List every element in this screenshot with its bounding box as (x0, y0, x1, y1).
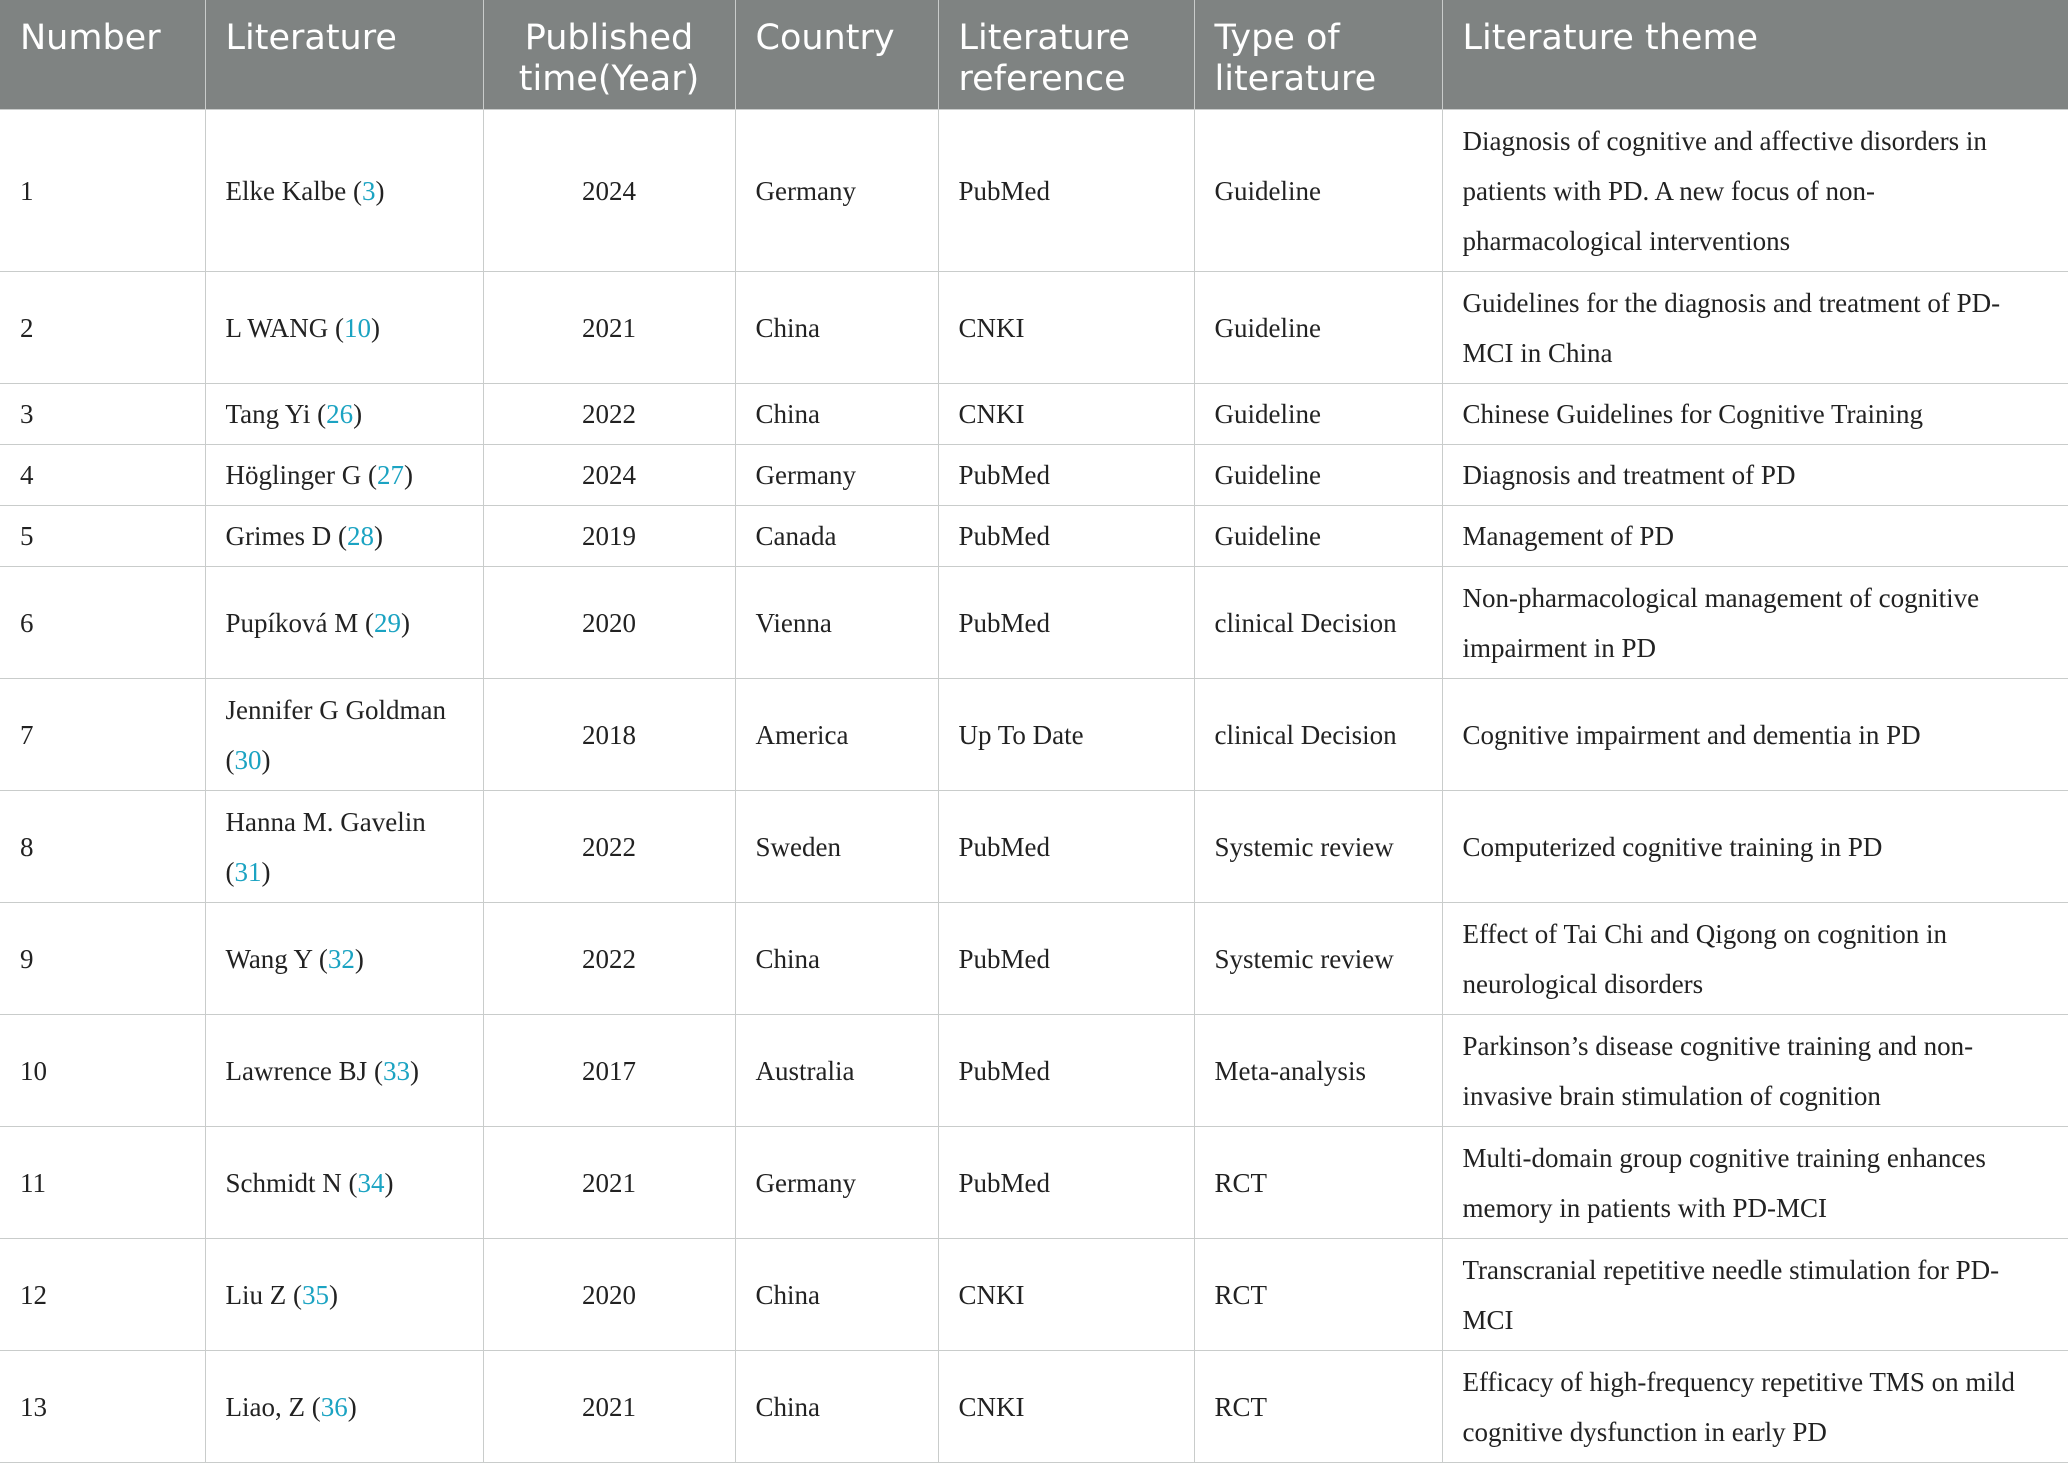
citation-link[interactable]: 30 (234, 744, 262, 775)
citation-link[interactable]: 31 (234, 856, 262, 887)
cell-number: 4 (0, 445, 205, 506)
citation-link[interactable]: 34 (357, 1167, 385, 1198)
header-reference-line1: Literature (958, 18, 1130, 58)
table-row (0, 110, 2068, 272)
cell-country: China (735, 384, 938, 445)
cell-theme: Parkinson’s disease cognitive training and non-invasive brain stimulation of cognition (1442, 1015, 2068, 1127)
cell-literature: Liao, Z (36) (205, 1351, 483, 1463)
header-published-line2: time(Year) (518, 59, 700, 99)
cell-reference: PubMed (938, 506, 1194, 567)
cell-year: 2017 (483, 1015, 735, 1127)
cell-number: 12 (0, 1239, 205, 1351)
author-name: Hanna M. Gavelin (225, 806, 426, 837)
cell-literature: Tang Yi (26) (205, 384, 483, 445)
cell-country: Germany (735, 445, 938, 506)
cell-theme: Cognitive impairment and dementia in PD (1442, 679, 2068, 791)
cell-number: 5 (0, 506, 205, 567)
cell-reference: PubMed (938, 445, 1194, 506)
cell-type: Systemic review (1194, 903, 1442, 1015)
table-row (0, 1015, 2068, 1127)
cell-year: 2021 (483, 272, 735, 384)
cell-reference: CNKI (938, 1239, 1194, 1351)
author-name: Jennifer G Goldman (225, 694, 446, 725)
citation-link[interactable]: 3 (361, 175, 376, 206)
header-literature-theme: Literature theme (1442, 0, 2068, 110)
cell-type: clinical Decision (1194, 567, 1442, 679)
table-header (0, 0, 2068, 110)
citation-link[interactable]: 29 (374, 607, 402, 638)
header-number: Number (0, 0, 205, 110)
cell-theme: Multi-domain group cognitive training enhances memory in patients with PD-MCI (1442, 1127, 2068, 1239)
cell-reference: CNKI (938, 1351, 1194, 1463)
cell-type: RCT (1194, 1127, 1442, 1239)
cell-theme: Efficacy of high-frequency repetitive TMS on mild cognitive dysfunction in early PD (1442, 1351, 2068, 1463)
table-row (0, 445, 2068, 506)
author-name: Lawrence BJ (225, 1055, 368, 1086)
cell-year: 2019 (483, 506, 735, 567)
cell-reference: PubMed (938, 567, 1194, 679)
table-row (0, 791, 2068, 903)
cell-year: 2022 (483, 791, 735, 903)
cell-reference: Up To Date (938, 679, 1194, 791)
cell-literature: Schmidt N (34) (205, 1127, 483, 1239)
citation-link[interactable]: 32 (327, 943, 355, 974)
cell-number: 1 (0, 110, 205, 272)
cell-type: Guideline (1194, 110, 1442, 272)
cell-type: Meta-analysis (1194, 1015, 1442, 1127)
cell-theme: Chinese Guidelines for Cognitive Training (1442, 384, 2068, 445)
author-name: L WANG (225, 312, 329, 343)
cell-type: RCT (1194, 1351, 1442, 1463)
header-published-line1: Published (524, 18, 694, 58)
cell-theme: Computerized cognitive training in PD (1442, 791, 2068, 903)
author-name: Pupíková M (225, 607, 359, 638)
citation-link[interactable]: 33 (382, 1055, 410, 1086)
cell-theme: Diagnosis of cognitive and affective disorders in patients with PD. A new focus of non-pharmacological interventions (1442, 110, 2068, 272)
cell-year: 2021 (483, 1127, 735, 1239)
header-row (0, 0, 2068, 110)
table-row (0, 1239, 2068, 1351)
cell-type: Guideline (1194, 384, 1442, 445)
header-reference-line2: reference (958, 59, 1126, 99)
table-row (0, 272, 2068, 384)
cell-theme: Management of PD (1442, 506, 2068, 567)
cell-country: China (735, 272, 938, 384)
cell-year: 2018 (483, 679, 735, 791)
cell-number: 8 (0, 791, 205, 903)
cell-literature: Wang Y (32) (205, 903, 483, 1015)
cell-number: 3 (0, 384, 205, 445)
cell-type: clinical Decision (1194, 679, 1442, 791)
cell-number: 13 (0, 1351, 205, 1463)
author-name: Tang Yi (225, 399, 311, 429)
author-name: Schmidt N (225, 1167, 342, 1198)
cell-theme: Non-pharmacological management of cognitive impairment in PD (1442, 567, 2068, 679)
citation-link[interactable]: 28 (346, 521, 374, 551)
cell-year: 2022 (483, 903, 735, 1015)
cell-literature: Hanna M. Gavelin (31) (205, 791, 483, 903)
cell-reference: PubMed (938, 110, 1194, 272)
table-body (0, 110, 2068, 1463)
cell-literature: L WANG (10) (205, 272, 483, 384)
cell-reference: PubMed (938, 791, 1194, 903)
header-literature: Literature (205, 0, 483, 110)
cell-literature: Lawrence BJ (33) (205, 1015, 483, 1127)
cell-country: America (735, 679, 938, 791)
cell-country: Canada (735, 506, 938, 567)
author-name: Liao, Z (225, 1391, 305, 1422)
citation-link[interactable]: 36 (320, 1391, 348, 1422)
header-type-line1: Type of (1214, 18, 1340, 58)
table-row (0, 679, 2068, 791)
table-row (0, 384, 2068, 445)
cell-number: 7 (0, 679, 205, 791)
cell-number: 10 (0, 1015, 205, 1127)
cell-theme: Transcranial repetitive needle stimulation for PD-MCI (1442, 1239, 2068, 1351)
cell-type: Guideline (1194, 506, 1442, 567)
table-row (0, 1127, 2068, 1239)
cell-country: Germany (735, 110, 938, 272)
table-row (0, 903, 2068, 1015)
cell-country: China (735, 903, 938, 1015)
cell-literature: Liu Z (35) (205, 1239, 483, 1351)
cell-type: RCT (1194, 1239, 1442, 1351)
header-literature-reference (938, 0, 1194, 110)
author-name: Grimes D (225, 521, 332, 551)
cell-year: 2020 (483, 567, 735, 679)
cell-year: 2024 (483, 445, 735, 506)
cell-theme: Effect of Tai Chi and Qigong on cognition in neurological disorders (1442, 903, 2068, 1015)
cell-country: Vienna (735, 567, 938, 679)
author-name: Liu Z (225, 1279, 287, 1310)
cell-reference: PubMed (938, 1015, 1194, 1127)
header-published-time (483, 0, 735, 110)
cell-country: Germany (735, 1127, 938, 1239)
cell-type: Systemic review (1194, 791, 1442, 903)
cell-reference: CNKI (938, 384, 1194, 445)
cell-country: China (735, 1239, 938, 1351)
citation-link[interactable]: 35 (302, 1279, 329, 1310)
cell-literature: Höglinger G (27) (205, 445, 483, 506)
cell-year: 2021 (483, 1351, 735, 1463)
cell-reference: PubMed (938, 903, 1194, 1015)
cell-literature: Pupíková M (29) (205, 567, 483, 679)
cell-country: China (735, 1351, 938, 1463)
citation-link[interactable]: 26 (326, 399, 354, 429)
cell-literature: Elke Kalbe (3) (205, 110, 483, 272)
header-type-of-literature (1194, 0, 1442, 110)
table-row (0, 567, 2068, 679)
cell-number: 2 (0, 272, 205, 384)
cell-year: 2020 (483, 1239, 735, 1351)
cell-reference: CNKI (938, 272, 1194, 384)
author-name: Wang Y (225, 943, 313, 974)
citation-link[interactable]: 27 (376, 460, 404, 490)
cell-year: 2024 (483, 110, 735, 272)
cell-type: Guideline (1194, 445, 1442, 506)
cell-number: 11 (0, 1127, 205, 1239)
cell-country: Australia (735, 1015, 938, 1127)
author-name: Höglinger G (225, 460, 362, 490)
cell-number: 9 (0, 903, 205, 1015)
cell-theme: Diagnosis and treatment of PD (1442, 445, 2068, 506)
cell-type: Guideline (1194, 272, 1442, 384)
cell-theme: Guidelines for the diagnosis and treatment of PD-MCI in China (1442, 272, 2068, 384)
citation-link[interactable]: 10 (344, 312, 371, 343)
header-type-line2: literature (1214, 59, 1377, 99)
cell-literature: Jennifer G Goldman (30) (205, 679, 483, 791)
cell-reference: PubMed (938, 1127, 1194, 1239)
header-country: Country (735, 0, 938, 110)
cell-year: 2022 (483, 384, 735, 445)
table-row (0, 506, 2068, 567)
cell-literature: Grimes D (28) (205, 506, 483, 567)
cell-number: 6 (0, 567, 205, 679)
author-name: Elke Kalbe (225, 175, 347, 206)
cell-country: Sweden (735, 791, 938, 903)
table-row (0, 1351, 2068, 1463)
